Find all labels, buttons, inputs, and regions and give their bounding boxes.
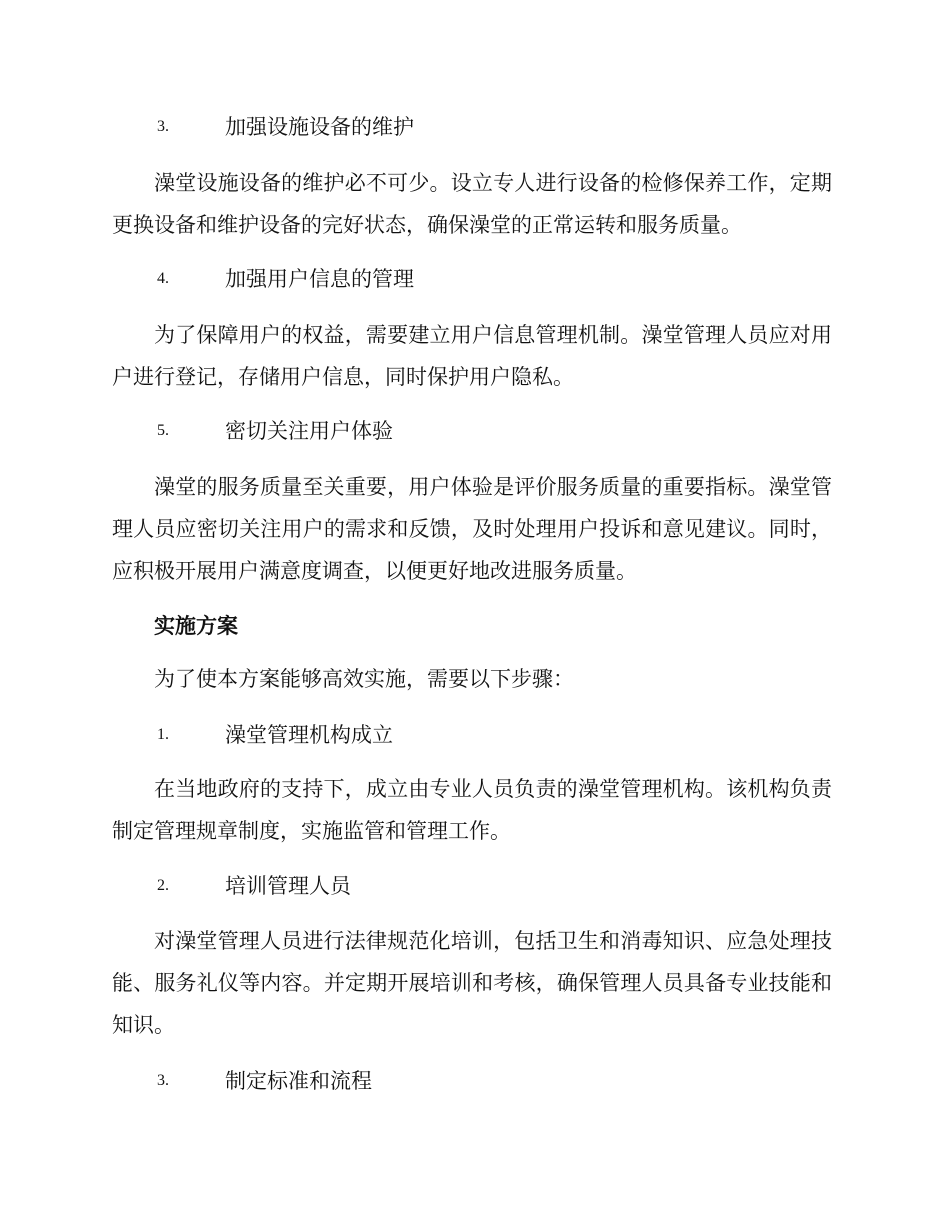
- list-number: 1.: [157, 726, 169, 743]
- paragraph-user-experience: 澡堂的服务质量至关重要，用户体验是评价服务质量的重要指标。澡堂管理人员应密切关注用户的需求和反馈，及时处理用户投诉和意见建议。同时，应积极开展用户满意度调查，以便更好地改进服务质量。: [112, 475, 832, 583]
- list-item-establish-agency: [112, 714, 832, 756]
- list-item-user-experience: [112, 410, 832, 452]
- paragraph-train-staff: 对澡堂管理人员进行法律规范化培训，包括卫生和消毒知识、应急处理技能、服务礼仪等内容。并定期开展培训和考核，确保管理人员具备专业技能和知识。: [112, 929, 832, 1037]
- paragraph-implementation-intro: 为了使本方案能够高效实施，需要以下步骤：: [154, 667, 574, 691]
- paragraph-user-info: 为了保障用户的权益，需要建立用户信息管理机制。澡堂管理人员应对用户进行登记，存储用户信息，同时保护用户隐私。: [112, 323, 832, 389]
- list-item-title: 制定标准和流程: [225, 1069, 372, 1093]
- paragraph-establish-agency: 在当地政府的支持下，成立由专业人员负责的澡堂管理机构。该机构负责制定管理规章制度，实施监管和管理工作。: [112, 777, 832, 843]
- list-item-title: 密切关注用户体验: [225, 419, 393, 443]
- list-number: 3.: [157, 118, 169, 135]
- list-item-title: 加强用户信息的管理: [225, 267, 414, 291]
- list-item-standards: [112, 1060, 832, 1102]
- list-item-user-info: [112, 258, 832, 300]
- list-number: 2.: [157, 877, 169, 894]
- list-item-title: 培训管理人员: [225, 874, 351, 898]
- list-item-train-staff: [112, 865, 832, 907]
- list-number: 4.: [157, 270, 169, 287]
- list-number: 5.: [157, 422, 169, 439]
- list-item-title: 加强设施设备的维护: [225, 115, 414, 139]
- list-number: 3.: [157, 1072, 169, 1089]
- list-item-title: 澡堂管理机构成立: [225, 723, 393, 747]
- list-item-facility-maintenance: [112, 106, 832, 148]
- section-heading: 实施方案: [154, 613, 238, 638]
- paragraph-facility-maintenance: 澡堂设施设备的维护必不可少。设立专人进行设备的检修保养工作，定期更换设备和维护设备的完好状态，确保澡堂的正常运转和服务质量。: [112, 171, 832, 237]
